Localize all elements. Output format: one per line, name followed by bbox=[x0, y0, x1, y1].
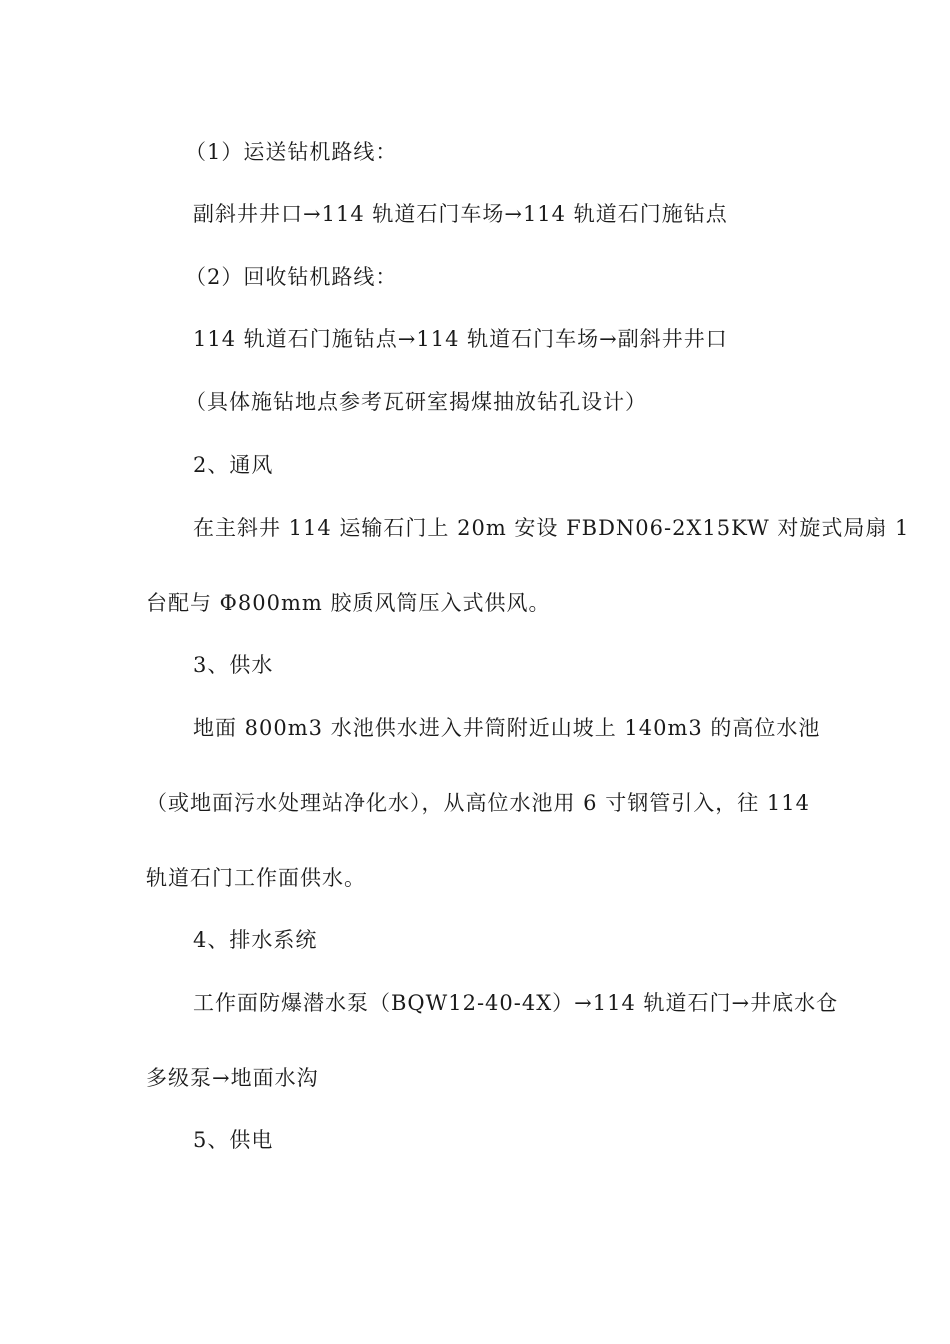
text-line-route-recovery-heading: （2）回收钻机路线： bbox=[185, 265, 398, 289]
text-line-route-note: （具体施钻地点参考瓦研室揭煤抽放钻孔设计） bbox=[185, 390, 647, 414]
text-line-drainage-2: 多级泵→地面水沟 bbox=[146, 1066, 319, 1090]
text-line-route-transport-heading: （1）运送钻机路线： bbox=[185, 140, 398, 164]
section-heading-ventilation: 2、通风 bbox=[193, 453, 274, 477]
text-line-water-supply-1: 地面 800m3 水池供水进入井筒附近山坡上 140m3 的高位水池 bbox=[193, 716, 821, 740]
text-line-drainage-1: 工作面防爆潜水泵（BQW12-40-4X）→114 轨道石门→井底水仓 bbox=[193, 991, 839, 1015]
text-line-water-supply-3: 轨道石门工作面供水。 bbox=[146, 866, 366, 890]
text-line-ventilation-1: 在主斜井 114 运输石门上 20m 安设 FBDN06-2X15KW 对旋式局扇 1 bbox=[193, 516, 910, 540]
text-line-water-supply-2: （或地面污水处理站净化水），从高位水池用 6 寸钢管引入，往 114 bbox=[146, 791, 810, 815]
section-heading-water-supply: 3、供水 bbox=[193, 653, 274, 677]
text-line-route-recovery: 114 轨道石门施钻点→114 轨道石门车场→副斜井井口 bbox=[193, 327, 728, 351]
section-heading-power-supply: 5、供电 bbox=[193, 1128, 274, 1152]
text-line-ventilation-2: 台配与 Φ800mm 胶质风筒压入式供风。 bbox=[146, 591, 551, 615]
text-line-route-transport: 副斜井井口→114 轨道石门车场→114 轨道石门施钻点 bbox=[193, 202, 728, 226]
section-heading-drainage: 4、排水系统 bbox=[193, 928, 318, 952]
